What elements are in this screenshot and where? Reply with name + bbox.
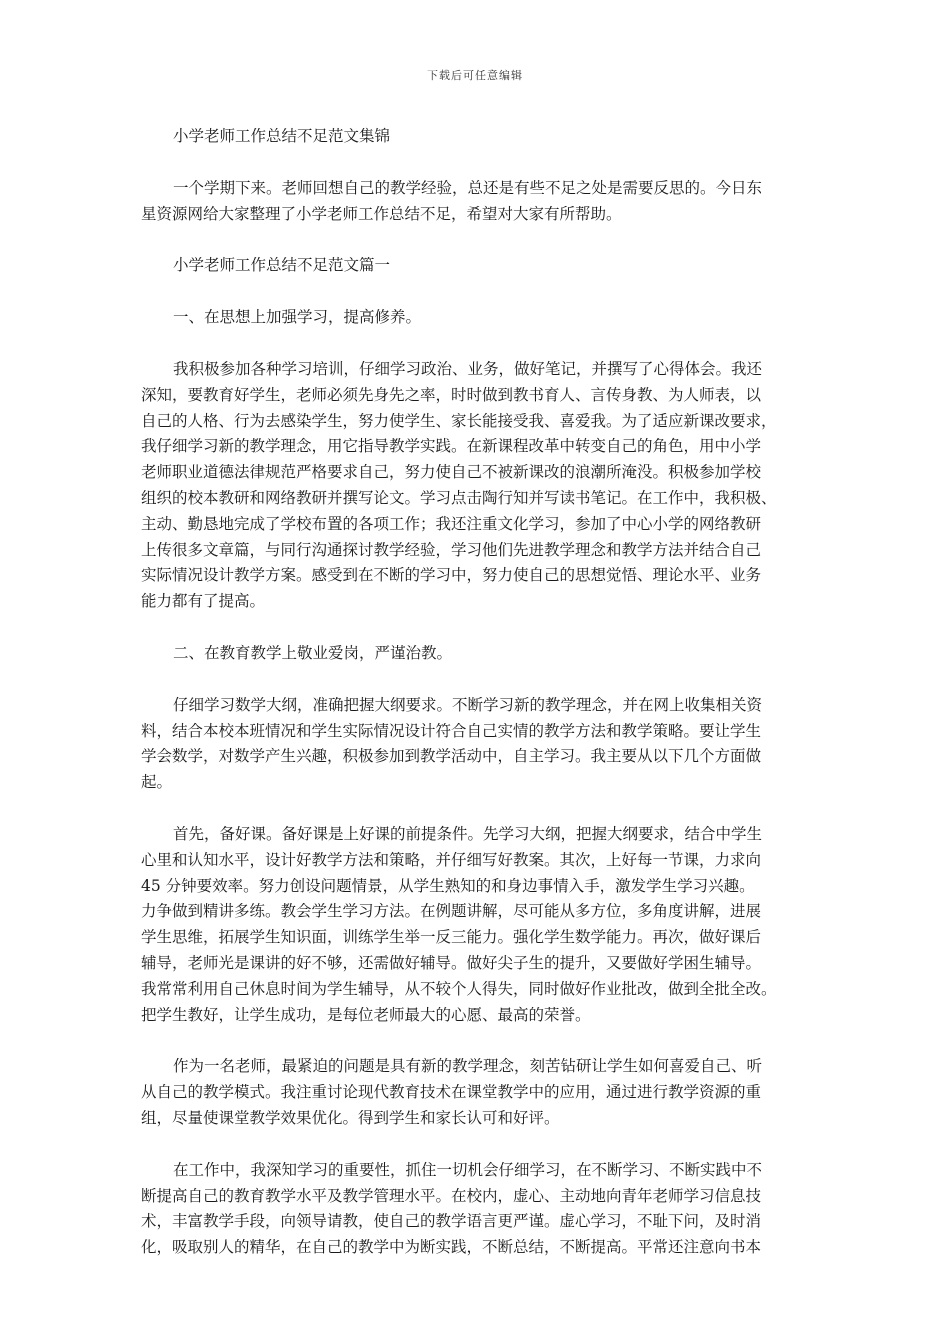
section-title: 小学老师工作总结不足范文篇一 xyxy=(173,256,391,275)
intro-paragraph xyxy=(141,176,821,228)
document-title: 小学老师工作总结不足范文集锦 xyxy=(173,127,391,145)
paragraph-line: 化，吸取别人的精华，在自己的教学中为断实践，不断总结，不断提高。平常还注意向书本 xyxy=(141,1238,762,1257)
paragraph-line: 我仔细学习新的教学理念，用它指导教学实践。在新课程改革中转变自己的角色，用中小学 xyxy=(141,437,762,456)
page-header: 下载后可任意编辑 xyxy=(427,69,523,82)
paragraph-line: 力争做到精讲多练。教会学生学习方法。在例题讲解，尽可能从多方位，多角度讲解，进展 xyxy=(141,902,762,921)
paragraph-line: 仔细学习数学大纲，准确把握大纲要求。不断学习新的教学理念，并在网上收集相关资 xyxy=(173,695,763,714)
paragraph-line: 把学生教好，让学生成功，是每位老师最大的心愿、最高的荣誉。 xyxy=(141,1005,591,1024)
paragraph-line: 在工作中，我深知学习的重要性，抓住一切机会仔细学习，在不断学习、不断实践中不 xyxy=(173,1160,763,1179)
paragraph-line: 上传很多文章篇，与同行沟通探讨教学经验，学习他们先进教学理念和教学方法并结合自己 xyxy=(141,540,762,559)
paragraph-line: 辅导，老师光是课讲的好不够，还需做好辅导。做好尖子生的提升，又要做好学困生辅导。 xyxy=(141,953,762,972)
paragraph-line: 深知，要教育好学生，老师必须先身先之率，时时做到教书育人、言传身教、为人师表，以 xyxy=(141,385,762,404)
paragraph-line: 学生思维，拓展学生知识面，训练学生举一反三能力。强化学生数学能力。再次，做好课后 xyxy=(141,928,762,947)
paragraph-1 xyxy=(141,357,821,615)
paragraph-line: 我积极参加各种学习培训，仔细学习政治、业务，做好笔记，并撰写了心得体会。我还 xyxy=(173,359,763,378)
paragraph-line: 心里和认知水平，设计好教学方法和策略，并仔细写好教案。其次，上好每一节课，力求向 xyxy=(141,850,762,869)
intro-line: 星资源网给大家整理了小学老师工作总结不足，希望对大家有所帮助。 xyxy=(141,204,622,223)
paragraph-line: 从自己的教学模式。我注重讨论现代教育技术在课堂教学中的应用，通过进行教学资源的重 xyxy=(141,1083,762,1102)
paragraph-line: 术，丰富教学手段，向领导请教，使自己的教学语言更严谨。虚心学习，不耻下问，及时消 xyxy=(141,1212,762,1231)
paragraph-line: 作为一名老师，最紧迫的问题是具有新的教学理念，刻苦钻研让学生如何喜爱自己、听 xyxy=(173,1057,763,1076)
paragraph-line: 组，尽量使课堂教学效果优化。得到学生和家长认可和好评。 xyxy=(141,1108,560,1127)
document-body xyxy=(141,124,821,1261)
paragraph-line: 能力都有了提高。 xyxy=(141,592,266,611)
paragraph-line: 主动、勤恳地完成了学校布置的各项工作；我还注重文化学习，参加了中心小学的网络教研 xyxy=(141,514,762,533)
paragraph-line: 学会数学，对数学产生兴趣，积极参加到教学活动中，自主学习。我主要从以下几个方面做 xyxy=(141,747,762,766)
paragraph-line: 首先，备好课。备好课是上好课的前提条件。先学习大纲，把握大纲要求，结合中学生 xyxy=(173,824,763,843)
intro-line: 一个学期下来。老师回想自己的教学经验，总还是有些不足之处是需要反思的。今日东 xyxy=(173,178,763,197)
paragraph-line: 老师职业道德法律规范严格要求自己，努力使自己不被新课改的浪潮所淹没。积极参加学校 xyxy=(141,463,762,482)
paragraph-3 xyxy=(141,822,821,1028)
paragraph-line: 断提高自己的教育教学水平及教学管理水平。在校内，虚心、主动地向青年老师学习信息技 xyxy=(141,1186,762,1205)
paragraph-line: 自己的人格、行为去感染学生，努力使学生、家长能接受我、喜爱我。为了适应新课改要求， xyxy=(141,411,777,430)
paragraph-2 xyxy=(141,693,821,796)
paragraph-line: 组织的校本教研和网络教研并撰写论文。学习点击陶行知并写读书笔记。在工作中，我积极、 xyxy=(141,488,777,507)
paragraph-5 xyxy=(141,1158,821,1261)
heading-2: 二、在教育教学上敬业爱岗，严谨治教。 xyxy=(173,643,453,662)
paragraph-line: 起。 xyxy=(141,773,173,792)
paragraph-4 xyxy=(141,1054,821,1131)
paragraph-line: 45 分钟要效率。努力创设问题情景，从学生熟知的和身边事情入手，激发学生学习兴趣。 xyxy=(141,876,755,895)
paragraph-line: 料，结合本校本班情况和学生实际情况设计符合自己实情的教学方法和教学策略。要让学生 xyxy=(141,721,762,740)
paragraph-line: 我常常利用自己休息时间为学生辅导，从不较个人得失，同时做好作业批改，做到全批全改。 xyxy=(141,979,777,998)
paragraph-line: 实际情况设计教学方案。感受到在不断的学习中，努力使自己的思想觉悟、理论水平、业务 xyxy=(141,566,762,585)
heading-1: 一、在思想上加强学习，提高修养。 xyxy=(173,308,422,327)
